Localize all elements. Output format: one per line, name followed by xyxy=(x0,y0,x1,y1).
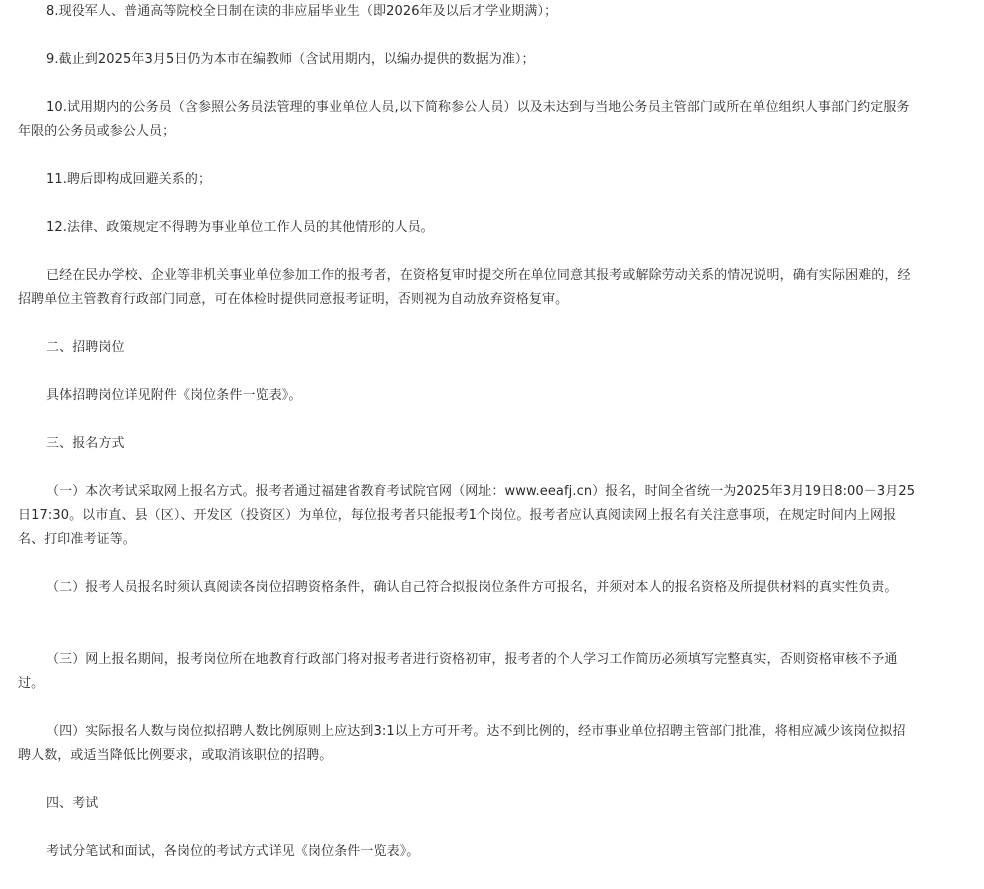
paragraph-item-10: 10.试用期内的公务员（含参照公务员法管理的事业单位人员,以下简称参公人员）以及未达到与当地公务员主管部门或所在单位组织人事部门约定服务年限的公务员或参公人员； xyxy=(18,100,910,139)
paragraph-registration-1: （一）本次考试采取网上报名方式。报考者通过福建省教育考试院官网（网址：www.eeafj.cn）报名，时间全省统一为2025年3月19日8:00－3月25日17:30。以市直、县（区）、开发区（投资区）为单位，每位报考者只能报考1个岗位。报考者应认真阅读网上报名有关注意事项，在规定时间内上网报名、打印准考证等。 xyxy=(18,484,916,547)
paragraph-item-12: 12.法律、政策规定不得聘为事业单位工作人员的其他情形的人员。 xyxy=(46,220,434,235)
paragraph-item-9: 9.截止到2025年3月5日仍为本市在编教师（含试用期内，以编办提供的数据为准）； xyxy=(46,52,535,67)
paragraph-item-11: 11.聘后即构成回避关系的； xyxy=(46,172,212,187)
section-heading-registration: 三、报名方式 xyxy=(46,436,125,451)
section-heading-exam: 四、考试 xyxy=(46,796,99,811)
section-heading-positions: 二、招聘岗位 xyxy=(46,340,125,355)
paragraph-item-8: 8.现役军人、普通高等院校全日制在读的非应届毕业生（即2026年及以后才学业期满）； xyxy=(46,4,558,19)
paragraph-registration-2: （二）报考人员报名时须认真阅读各岗位招聘资格条件，确认自己符合拟报岗位条件方可报名，并须对本人的报名资格及所提供材料的真实性负责。 xyxy=(46,580,898,595)
paragraph-exam-detail: 考试分笔试和面试，各岗位的考试方式详见《岗位条件一览表》。 xyxy=(46,844,420,859)
paragraph-registration-3: （三）网上报名期间，报考岗位所在地教育行政部门将对报考者进行资格初审，报考者的个人学习工作简历必须填写完整真实，否则资格审核不予通过。 xyxy=(18,652,898,691)
paragraph-positions-detail: 具体招聘岗位详见附件《岗位条件一览表》。 xyxy=(46,388,302,403)
paragraph-registration-4: （四）实际报名人数与岗位拟招聘人数比例原则上应达到3:1以上方可开考。达不到比例的，经市事业单位招聘主管部门批准，将相应减少该岗位拟招聘人数，或适当降低比例要求，或取消该职位的招聘。 xyxy=(18,724,906,763)
paragraph-private-employment-note: 已经在民办学校、企业等非机关事业单位参加工作的报考者，在资格复审时提交所在单位同意其报考或解除劳动关系的情况说明，确有实际困难的，经招聘单位主管教育行政部门同意，可在体检时提供同意报考证明，否则视为自动放弃资格复审。 xyxy=(18,268,911,307)
